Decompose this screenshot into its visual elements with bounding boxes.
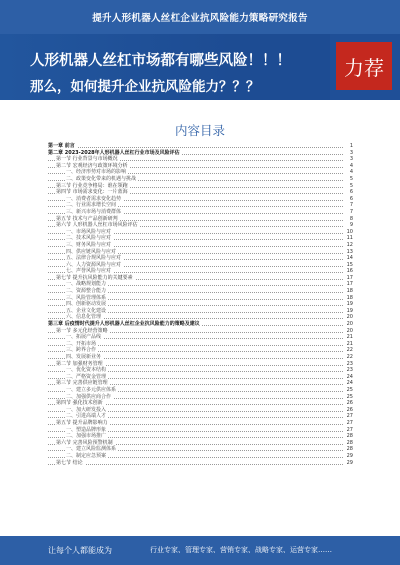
toc-entry[interactable] xyxy=(48,460,353,467)
toc-entry-page: 20 xyxy=(346,314,353,321)
toc-entry[interactable] xyxy=(48,255,353,262)
toc-entry-title: 第三节 完善供应链管理 xyxy=(56,380,108,387)
toc-entry-page: 14 xyxy=(346,255,353,262)
toc-entry-page: 22 xyxy=(346,354,353,360)
report-header xyxy=(0,0,400,34)
toc-entry-page: 25 xyxy=(346,386,353,393)
toc-entry-title: 一、经济形势对市场的影响 xyxy=(66,169,127,176)
toc-entry-page: 9 xyxy=(349,222,353,229)
toc-entry-page: 25 xyxy=(346,393,353,400)
toc-entry-page: 3 xyxy=(349,156,353,163)
toc-entry[interactable] xyxy=(48,202,353,209)
toc-entry-page: 16 xyxy=(346,268,353,275)
toc-entry-page: 26 xyxy=(346,400,353,407)
toc-entry-page: 4 xyxy=(349,169,353,176)
toc-entry-page: 28 xyxy=(346,433,353,440)
toc-entry-title: 二、加强供应商合作 xyxy=(66,393,112,400)
toc-entry-title: 一、优化资本结构 xyxy=(66,367,107,374)
toc-entry-page: 23 xyxy=(346,367,353,374)
hero-headline: 人形机器人丝杠市场都有哪些风险！！！ xyxy=(30,53,291,69)
toc-entry-title: 一、建立多元供应体系 xyxy=(66,386,117,393)
toc-entry[interactable] xyxy=(48,321,353,328)
toc-entry-page: 27 xyxy=(346,413,353,420)
toc-leader-dots xyxy=(48,147,343,148)
footer-roles: 行业专家、管理专家、营销专家、战略专家、运营专家…… xyxy=(150,546,332,554)
toc-entry-title: 第二章 2023-2028年人形机器人丝杠行业市场及风险评估 xyxy=(48,149,180,156)
toc-entry[interactable] xyxy=(48,189,353,196)
report-title: 提升人形机器人丝杠企业抗风险能力策略研究报告 xyxy=(92,13,308,24)
toc-entry-title: 三、财务风险与应对 xyxy=(66,241,112,248)
toc-entry[interactable] xyxy=(48,242,353,249)
toc-entry-page: 27 xyxy=(346,426,353,433)
toc-entry-page: 22 xyxy=(346,347,353,354)
toc-entry-title: 第四节 强化技术创新 xyxy=(56,400,103,407)
toc-entry-title: 三、跨界合作 xyxy=(66,347,97,354)
toc-entry[interactable] xyxy=(48,169,353,176)
toc-entry-page: 12 xyxy=(346,241,353,248)
table-of-contents xyxy=(48,143,353,466)
toc-entry-title: 一、塑造品牌形象 xyxy=(66,426,107,433)
toc-entry-page: 23 xyxy=(346,360,353,367)
toc-entry-title: 第二节 加强财务管理 xyxy=(56,360,103,367)
toc-entry-title: 二、严格资金管理 xyxy=(66,373,107,380)
toc-entry-title: 五、企业文化建设 xyxy=(66,307,107,314)
toc-entry-title: 六、人力资源风险与应对 xyxy=(66,261,122,268)
toc-entry-page: 20 xyxy=(346,321,353,328)
toc-entry-title: 第七节 结论 xyxy=(56,459,83,466)
toc-entry-page: 8 xyxy=(349,215,353,222)
toc-entry-page: 29 xyxy=(346,459,353,466)
toc-entry-title: 二、制定应急预案 xyxy=(66,452,107,459)
toc-entry-title: 四、创新驱动发展 xyxy=(66,301,107,308)
toc-entry[interactable] xyxy=(48,209,353,216)
toc-entry-title: 三、风险管理体系 xyxy=(66,294,107,301)
toc-entry-page: 5 xyxy=(349,182,353,189)
toc-entry-title: 二、技术风险与应对 xyxy=(66,235,112,242)
toc-entry-title: 第六节 完善风险预警机制 xyxy=(56,439,113,446)
toc-entry-title: 二、资源整合能力 xyxy=(66,288,107,295)
toc-entry[interactable] xyxy=(48,433,353,440)
toc-entry-title: 七、声誉风险与应对 xyxy=(66,268,112,275)
toc-entry-page: 27 xyxy=(346,419,353,426)
toc-entry[interactable] xyxy=(48,268,353,275)
toc-entry-page: 10 xyxy=(346,228,353,235)
toc-entry-title: 第六节 人形机器人丝杠市场风险评估 xyxy=(56,222,138,229)
toc-entry[interactable] xyxy=(48,334,353,341)
toc-entry[interactable] xyxy=(48,347,353,354)
brand-badge: 力荐 xyxy=(336,42,392,90)
toc-entry-page: 17 xyxy=(346,281,353,288)
toc-entry[interactable] xyxy=(48,380,353,387)
toc-entry-page: 28 xyxy=(346,446,353,453)
toc-entry-title: 第七节 提升抗风险能力的关键要素 xyxy=(56,274,133,281)
hero-subheadline: 那么，如何提升企业抗风险能力？？？ xyxy=(30,79,260,95)
toc-entry-page: 20 xyxy=(346,327,353,334)
toc-entry-page: 1 xyxy=(349,143,353,149)
toc-entry-page: 4 xyxy=(349,162,353,169)
toc-entry[interactable] xyxy=(48,222,353,229)
toc-entry-title: 一、拓展产品线 xyxy=(66,334,102,341)
toc-entry[interactable] xyxy=(48,453,353,460)
toc-entry-page: 21 xyxy=(346,334,353,341)
toc-title: 内容目录 xyxy=(174,123,225,138)
toc-entry[interactable] xyxy=(48,176,353,183)
toc-leader-dots xyxy=(48,464,343,465)
toc-entry-page: 13 xyxy=(346,248,353,255)
toc-entry-title: 第三节 行业竞争格局：谁在领跑 xyxy=(56,182,128,189)
toc-entry-title: 三、新兴市场与消费群体 xyxy=(66,208,122,215)
toc-entry-page: 26 xyxy=(346,406,353,413)
toc-entry-title: 第一章 前言 xyxy=(48,143,75,149)
toc-entry-page: 6 xyxy=(349,195,353,202)
toc-entry-page: 7 xyxy=(349,202,353,209)
toc-entry-page: 3 xyxy=(349,149,353,156)
toc-entry-title: 二、加强市场推广 xyxy=(66,433,107,440)
toc-entry-title: 六、信息化管理 xyxy=(66,314,102,321)
toc-entry-title: 四、供应链风险与应对 xyxy=(66,248,117,255)
toc-entry[interactable] xyxy=(48,387,353,394)
toc-entry[interactable] xyxy=(48,446,353,453)
toc-entry-page: 28 xyxy=(346,439,353,446)
toc-entry-page: 6 xyxy=(349,189,353,196)
toc-entry-title: 一、战略规划能力 xyxy=(66,281,107,288)
toc-entry-title: 第五节 技术与产品创新研判 xyxy=(56,215,118,222)
toc-entry-title: 二、开拓市场 xyxy=(66,340,97,347)
toc-entry-title: 第三章 后疫情时代提升人形机器人丝杠企业抗风险能力的策略及建议 xyxy=(48,321,200,328)
toc-entry[interactable] xyxy=(48,413,353,420)
toc-entry-title: 五、法律合规风险与应对 xyxy=(66,255,122,262)
toc-entry-title: 二、行业需求增长空间 xyxy=(66,202,117,209)
toc-entry[interactable] xyxy=(48,301,353,308)
toc-entry-title: 第一节 多元化经营策略 xyxy=(56,327,108,334)
toc-entry-title: 二、引进高端人才 xyxy=(66,413,107,420)
footer-slogan: 让每个人都能成为 xyxy=(48,546,112,555)
toc-entry[interactable] xyxy=(48,367,353,374)
toc-entry-title: 二、政策变化带来的机遇与挑战 xyxy=(66,175,137,182)
toc-entry[interactable] xyxy=(48,156,353,163)
toc-entry[interactable] xyxy=(48,420,353,427)
toc-entry-title: 一、消费者需求变化趋势 xyxy=(66,195,122,202)
toc-entry-title: 一、市场风险与应对 xyxy=(66,228,112,235)
toc-entry-page: 19 xyxy=(346,301,353,308)
toc-entry-page: 15 xyxy=(346,261,353,268)
toc-entry-page: 17 xyxy=(346,274,353,281)
toc-entry-title: 一、加大研发投入 xyxy=(66,406,107,413)
toc-entry-page: 11 xyxy=(346,235,353,242)
toc-entry[interactable] xyxy=(48,354,353,361)
toc-entry-title: 第四节 市场需求变化：一片蓝海 xyxy=(56,189,128,196)
toc-entry-page: 24 xyxy=(346,380,353,387)
toc-entry[interactable] xyxy=(48,143,353,150)
toc-entry-title: 一、建立风险监测体系 xyxy=(66,446,117,453)
toc-entry-page: 19 xyxy=(346,307,353,314)
toc-entry-page: 21 xyxy=(346,340,353,347)
toc-entry-page: 18 xyxy=(346,288,353,295)
toc-entry-page: 29 xyxy=(346,452,353,459)
toc-entry[interactable] xyxy=(48,288,353,295)
toc-entry-title: 第二节 宏观经济与政策环境分析 xyxy=(56,162,128,169)
toc-entry-title: 第一节 行业背景与市场概况 xyxy=(56,156,118,163)
toc-entry[interactable] xyxy=(48,235,353,242)
toc-entry-page: 18 xyxy=(346,294,353,301)
toc-entry-page: 7 xyxy=(349,208,353,215)
toc-entry-page: 5 xyxy=(349,175,353,182)
toc-entry-title: 第五节 提升品牌影响力 xyxy=(56,419,108,426)
toc-entry-page: 24 xyxy=(346,373,353,380)
toc-entry[interactable] xyxy=(48,400,353,407)
toc-entry-title: 四、发展新业务 xyxy=(66,354,102,360)
